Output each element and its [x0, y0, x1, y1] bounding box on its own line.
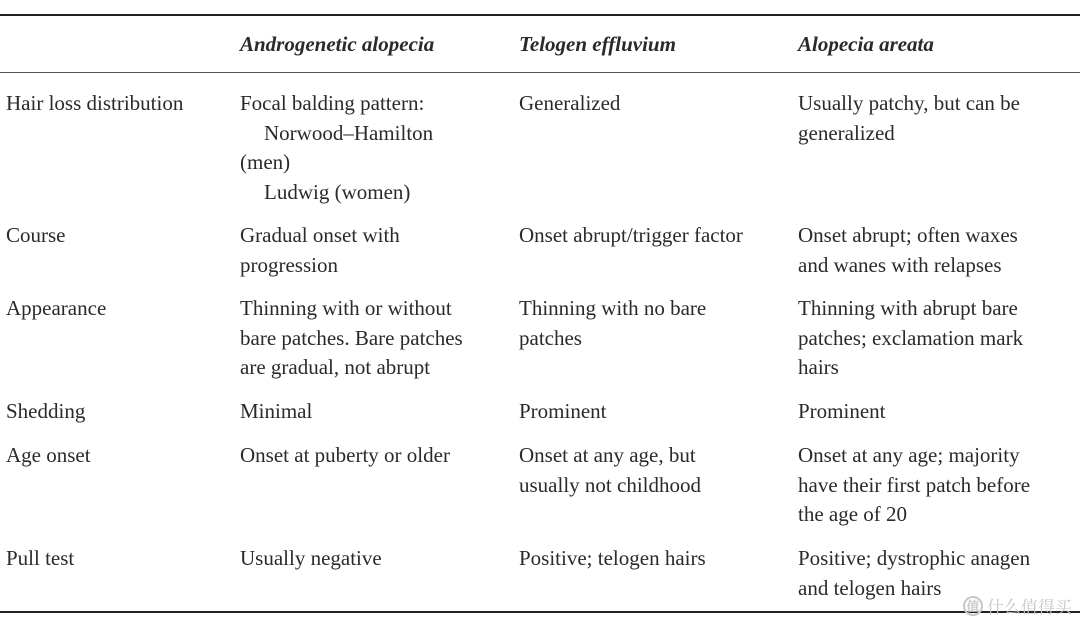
- cell-line: Onset at any age; majority: [798, 443, 1020, 467]
- cell-line: Usually negative: [240, 546, 382, 570]
- cell-age-onset-androgenetic: [240, 441, 450, 471]
- row-label-appearance: Appearance: [6, 296, 107, 320]
- row-label-hair-loss-distribution: Hair loss distribution: [6, 91, 184, 115]
- cell-line: bare patches. Bare patches: [240, 325, 463, 350]
- cell-pull-test-androgenetic: [240, 544, 382, 574]
- cell-line: and wanes with relapses: [798, 252, 1002, 277]
- cell-line: Minimal: [240, 399, 313, 423]
- watermark-logo-icon: 值: [963, 596, 983, 616]
- cell-appearance-androgenetic: [240, 294, 463, 383]
- cell-line: generalized: [798, 120, 895, 145]
- table-bottom-rule: [0, 611, 1080, 613]
- cell-course-telogen: [519, 221, 743, 251]
- cell-shedding-telogen: [519, 397, 607, 427]
- cell-line: the age of 20: [798, 502, 908, 526]
- cell-line: progression: [240, 252, 338, 277]
- cell-line: and telogen hairs: [798, 575, 942, 600]
- row-label-age-onset: Age onset: [6, 443, 91, 467]
- cell-age-onset-telogen: [519, 441, 701, 500]
- cell-line: Generalized: [519, 91, 621, 115]
- cell-line: are gradual, not abrupt: [240, 355, 431, 379]
- cell-line: Norwood–Hamilton: [264, 120, 434, 145]
- cell-hair-loss-areata: [798, 89, 1020, 148]
- cell-shedding-areata: [798, 397, 886, 427]
- cell-line: Thinning with or without: [240, 296, 452, 320]
- cell-line: Ludwig (women): [264, 179, 411, 204]
- row-label-pull-test: Pull test: [6, 546, 75, 570]
- cell-line: Onset at any age, but: [519, 443, 696, 467]
- cell-line: patches: [519, 325, 582, 350]
- cell-course-areata: [798, 221, 1018, 280]
- cell-line: Prominent: [798, 399, 886, 423]
- cell-line: Positive; telogen hairs: [519, 546, 706, 570]
- cell-line: Onset abrupt/trigger factor: [519, 223, 743, 247]
- cell-line: Positive; dystrophic anagen: [798, 546, 1031, 570]
- table-top-rule: [0, 14, 1080, 16]
- row-label-course: Course: [6, 223, 66, 247]
- cell-appearance-areata: [798, 294, 1023, 383]
- cell-hair-loss-androgenetic: [240, 89, 433, 207]
- cell-line: Onset abrupt; often waxes: [798, 223, 1018, 247]
- cell-line: have their first patch before: [798, 472, 1031, 497]
- cell-pull-test-telogen: [519, 544, 706, 574]
- cell-line: Focal balding pattern:: [240, 91, 425, 115]
- cell-line: hairs: [798, 355, 839, 379]
- header-areata: Alopecia areata: [798, 32, 934, 56]
- cell-line: Usually patchy, but can be: [798, 91, 1020, 115]
- cell-line: patches; exclamation mark: [798, 325, 1024, 350]
- header-telogen: Telogen effluvium: [519, 32, 676, 56]
- cell-line: Prominent: [519, 399, 607, 423]
- cell-appearance-telogen: [519, 294, 706, 353]
- watermark-text: 什么值得买: [987, 598, 1072, 618]
- header-androgenetic: Androgenetic alopecia: [240, 32, 435, 56]
- cell-line: usually not childhood: [519, 472, 701, 497]
- cell-hair-loss-telogen: [519, 89, 620, 119]
- table-header-rule: [0, 72, 1080, 73]
- row-label-shedding: Shedding: [6, 399, 86, 423]
- cell-line: Thinning with no bare: [519, 296, 707, 320]
- cell-age-onset-areata: [798, 441, 1030, 530]
- cell-line: (men): [240, 150, 291, 174]
- watermark: [963, 593, 1072, 618]
- cell-line: Thinning with abrupt bare: [798, 296, 1018, 320]
- cell-line: Gradual onset with: [240, 223, 400, 247]
- cell-line: Onset at puberty or older: [240, 443, 450, 467]
- cell-shedding-androgenetic: [240, 397, 312, 427]
- cell-course-androgenetic: [240, 221, 400, 280]
